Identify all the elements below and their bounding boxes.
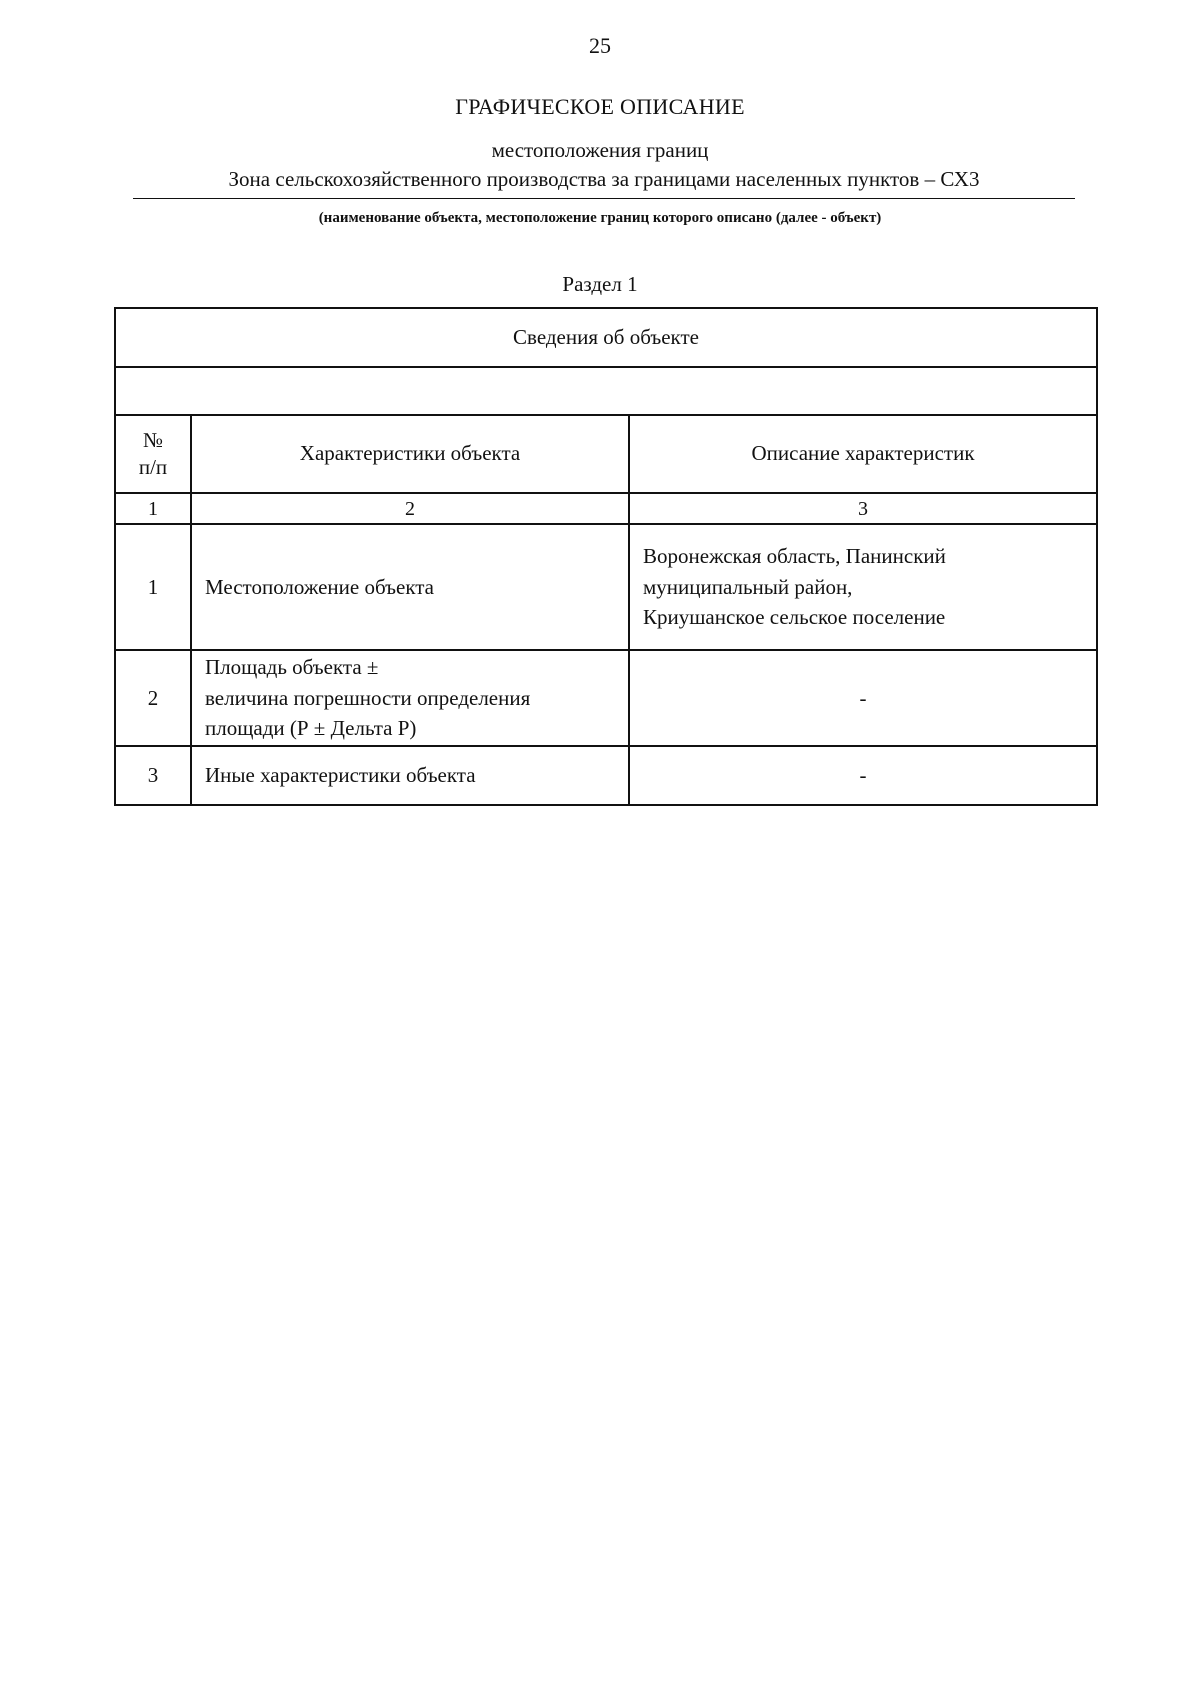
row-characteristic: Местоположение объекта <box>191 524 629 650</box>
row-description: Воронежская область, Панинский муниципальный район, Криушанское сельское поселение <box>629 524 1097 650</box>
document-subtitle: местоположения границ <box>491 138 709 162</box>
row-description: - <box>629 650 1097 746</box>
row-number: 1 <box>115 524 191 650</box>
page-number: 25 <box>589 33 611 58</box>
row-description: - <box>629 746 1097 805</box>
header-description: Описание характеристик <box>629 415 1097 493</box>
row-characteristic: Площадь объекта ± величина погрешности определения площади (Р ± Дельта Р) <box>191 650 629 746</box>
row-characteristic: Иные характеристики объекта <box>191 746 629 805</box>
object-info-table <box>114 307 1098 806</box>
column-index-2: 2 <box>191 493 629 524</box>
table-empty-cell <box>115 367 1097 415</box>
column-index-3: 3 <box>629 493 1097 524</box>
table-empty-row <box>115 367 1097 415</box>
document-title: ГРАФИЧЕСКОЕ ОПИСАНИЕ <box>455 94 745 119</box>
table-caption-row <box>115 308 1097 367</box>
header-characteristic: Характеристики объекта <box>191 415 629 493</box>
row-number: 2 <box>115 650 191 746</box>
table-row <box>115 746 1097 805</box>
table-header-row <box>115 415 1097 493</box>
section-label: Раздел 1 <box>562 272 638 296</box>
table-row <box>115 650 1097 746</box>
table-row <box>115 524 1097 650</box>
column-index-1: 1 <box>115 493 191 524</box>
header-num: № п/п <box>115 415 191 493</box>
object-name: Зона сельскохозяйственного производства за границами населенных пунктов – СХ3 <box>133 167 1075 199</box>
object-name-caption: (наименование объекта, местоположение границ которого описано (далее - объект) <box>318 210 882 226</box>
table-column-index-row <box>115 493 1097 524</box>
row-number: 3 <box>115 746 191 805</box>
table-caption: Сведения об объекте <box>115 308 1097 367</box>
